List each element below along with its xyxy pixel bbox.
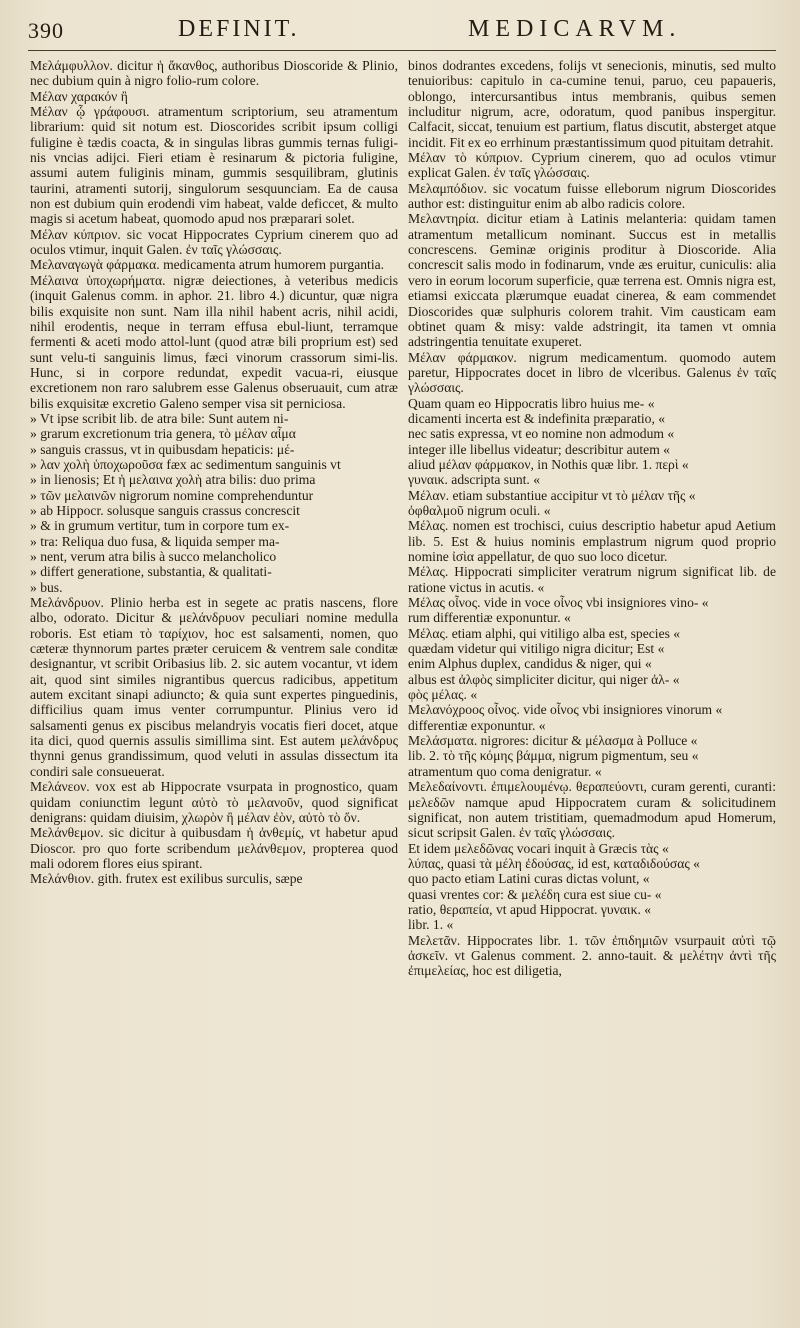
quoted-line: » & in grumum vertitur, tum in corpore tum ex-	[30, 518, 290, 534]
entry-melanagoga: Μελαναγωγὰ φάρμακα. medicamenta atrum humorem purgantia.	[30, 257, 385, 273]
running-header	[28, 14, 776, 50]
quoted-line: Μέλας. etiam alphi, qui vitiligo alba est, species «	[408, 625, 681, 641]
quoted-line: aliud μέλαν φάρμακον, in Nothis quæ libr. 1. περὶ «	[408, 456, 689, 472]
entry-melampodion: Μελαμπόδιον. sic vocatum fuisse elleborum nigrum Dioscorides author est: distinguitur enim ab albo radicis colore.	[408, 180, 776, 212]
entry-melan-kyprion: Μέλαν κύπριον. sic vocat Hippocrates Cyprium cinerem quo ad oculos vtimur, inquit Galen. ἐν ταῖς γλώσσαις.	[30, 226, 398, 258]
entry-melanthion-continued: binos dodrantes excedens, folijs vt senecionis, minutis, sed multo tenuioribus: capitulo in ca-cumine tenui, paruo, ceu papaueris, oblongo, intercursantibus intus membranis, quibus semen includitur nigrum, acre, odoratum, quod panibus inspergitur. Calfacit, siccat, tenuium est partium, flatus discutit, absterget atque incidit. Fit ex eo errhinum præstantissimum quod pituitam detrahit.	[408, 58, 776, 150]
quoted-line: Μέλας οἶνος. vide in voce οἶνος vbi insigniores vino- «	[408, 595, 709, 611]
right-column	[408, 58, 776, 1320]
quoted-line: » bus.	[30, 579, 63, 595]
entry-melas-veratrum: Μέλας. Hippocrati simpliciter veratrum nigrum significat lib. de ratione victus in acutis. «	[408, 564, 776, 595]
entry-melanteria: Μελαντηρία. dicitur etiam à Latinis melanteria: quidam tamen atramentum metallicum nominant. Succus est in metallis concrescens. Geminæ originis proditur à Dioscoride. Alia concrescit salis modo in fodinarum, vnde æs eruitur, cuniculis: alia vero in eorum locorum superficie, quæ terrena est. Omnis nigra est, etiamsi exiccata plærumque euadat cinerea, & eam commendet Dioscorides quæ sulphuris colorem trahit. Vim causticam eam obtinet quam & misy: valde adstringit, ita tamen vt omnia adstringentia tenuitate exuperet.	[408, 211, 776, 350]
quoted-line: » nent, verum atra bilis à succo melancholico	[30, 549, 277, 564]
entry-melan-pharmakon: Μέλαν φάρμακον. nigrum medicamentum. quomodo autem paretur, Hippocrates docet in libro de vlceribus. Galenus ἐν ταῖς γλώσσαις.	[408, 349, 776, 396]
quoted-line: enim Alphus duplex, candidus & niger, qui «	[408, 656, 652, 672]
quoted-line: albus est ἀλφὸς simpliciter dicitur, qui niger ἀλ- «	[408, 671, 680, 687]
header-rule	[28, 50, 776, 51]
quoted-line: » grarum excretionum tria genera, τὸ μέλαν αἷμα	[30, 426, 296, 442]
entry-melanthemon: Μελάνθεμον. sic dicitur à quibusdam ἡ ἀνθεμίς, vt habetur apud Dioscor. pro quo forte scribendum μελάνθεμον, propterea quod mali odorem flores eius spirant.	[30, 825, 398, 871]
entry-melan-atramentum: Μέλαν ᾧ γράφουσι. atramentum scriptorium, seu atramentum librarium: quid sit notum est. Dioscorides scribit ipsum colligi fuligine è tædis coacta, & in singulas libras gummis ternas fuligi-nis vncias adijci. Fieri etiam è resinarum & pictoria fuligine, assumi autem fuliginis minam, gummis sesquilibram, glutinis taurini, atramenti sutorij, singulorum sesquunciam. Ea de causa non est dubium quin erodendi vim habeat, valde deficcet, & multo magis si acetum habeat, quomodo apud nos præparari solet.	[30, 104, 398, 227]
entry-meletan: Μελετᾶν. Hippocrates libr. 1. τῶν ἐπιδημιῶν vsurpauit αὐτὶ τῷ ἀσκεῖν. vt Galenus comment. 2. anno-tauit. & μελέτην ἀντὶ τῆς ἐπιμελείας, hoc est diligetia,	[408, 932, 776, 979]
quoted-line: quo pacto etiam Latini curas dictas volunt, «	[408, 871, 650, 887]
quoted-line: λύπας, quasi τὰ μέλη ἐδούσας, id est, καταδιδούσας «	[408, 855, 700, 871]
quoted-line: » sanguis crassus, vt in quibusdam hepaticis: μέ-	[30, 441, 295, 457]
column-gutter	[398, 58, 406, 1318]
quoted-line: rum differentiæ exponuntur. «	[408, 610, 571, 626]
page-number: 390	[28, 18, 64, 43]
quoted-line: quasi vrentes cor: & μελέδη cura est siue cu- «	[408, 886, 662, 902]
left-column	[30, 58, 398, 1320]
quoted-line: φὸς μέλας. «	[408, 687, 478, 703]
quoted-line: ratio, θεραπεία, vt apud Hippocrat. γυναικ. «	[408, 901, 652, 917]
quoted-line: dicamenti incerta est & indefinita præparatio, «	[408, 410, 666, 426]
entry-melan-charakon: Μέλαν χαρακόν ἢ	[30, 88, 128, 104]
quoted-line: atramentum quo coma denigratur. «	[408, 763, 602, 779]
quoted-line: Μελάσματα. nigrores: dicitur & μέλασμα à Polluce «	[408, 733, 698, 749]
quoted-line: » Vt ipse scribit lib. de atra bile: Sunt autem ni-	[30, 410, 289, 426]
quoted-line: » τῶν μελαινῶν nigrorum nomine comprehenduntur	[30, 487, 314, 503]
entry-melanthion: Μελάνθιον. gith. frutex est exilibus surculis, sæpe	[30, 871, 303, 887]
quoted-line: Et idem μελεδῶνας vocari inquit à Græcis τὰς «	[408, 840, 669, 856]
entry-melas-trochiscus: Μέλας. nomen est trochisci, cuius descriptio habetur apud Aetium lib. 5. Est & huius nominis emplastrum nigrum quod proprio nomine ἰσὶα appellatur, de quo suo loco dicetur.	[408, 518, 776, 564]
entry-melaneon: Μελάνεον. vox est ab Hippocrate vsurpata in prognostico, quam quidam coniunctim legunt αὐτὸ τὸ μελανοῦν, quod significat denigrans: quidam diuisim, χλωρὸν ἢ μέλαν ἐὸν, αὐτὸ τὸ ὄν.	[30, 779, 398, 825]
entry-melaina-hypochoremata: Μέλαινα ὑποχωρήματα. nigræ deiectiones, à veteribus medicis (inquit Galenus comm. in aphor. 21. libro 4.) dicuntur, quæ nigra bilis exquisite non sunt. Nam illa nihil habent acris, nihil acidi, nihil erodentis, neque in terram effusa ebul-liunt, terramque fermenti & aceti modo attol-lunt (quod atræ bili proprium est) sed sunt velu-ti sanguinis limus, fæci vinorum crassorum simi-lis. Hunc, si in corpore redundat, expedit vacua-ri, eiusque excretionem non raro salubrem esse Galenus obseruauit, cum atræ bilis exquisitæ excretio Galeno semper visa sit perniciosa.	[30, 272, 398, 411]
quoted-line: » λαν χολὴ ὑποχωροῦσα fæx ac sedimentum sanguinis vt	[30, 456, 341, 472]
quoted-line: nec satis expressa, vt eo nomine non admodum «	[408, 426, 675, 442]
quoted-line: γυναικ. adscripta sunt. «	[408, 472, 541, 488]
quoted-line: lib. 2. τὸ τῆς κόμης βάμμα, nigrum pigmentum, seu «	[408, 748, 699, 764]
entry-melan-to-kyprion: Μέλαν τὸ κύπριον. Cyprium cinerem, quo ad oculos vtimur explicat Galen. ἐν ταῖς γλώσσαις.	[408, 150, 776, 181]
quoted-line: Μέλαν. etiam substantiue accipitur vt τὸ μέλαν τῆς «	[408, 487, 696, 503]
header-title-part2: MEDICARVM.	[468, 16, 682, 42]
header-title-part1: DEFINIT.	[178, 16, 300, 42]
quoted-line: ὀφθαλμοῦ nigrum oculi. «	[408, 502, 551, 518]
quoted-line: » in lienosis; Et ἡ μελαινα χολὴ atra bilis: duo prima	[30, 472, 316, 488]
quoted-line: » differt generatione, substantia, & qualitati-	[30, 564, 272, 580]
entry-meledainonti: Μελεδαίνοντι. ἐπιμελουμένῳ. θεραπεύοντι, curam gerenti, curanti: μελεδῶν namque apud Hippocratem curam & solicitudinem significat, non autem tristitiam, quemadmodum apud Homerum, sicut scripsit Galen. ἐν ταῖς γλώσσαις.	[408, 779, 776, 841]
quoted-line: Μελανόχροος οἶνος. vide οἶνος vbi insigniores vinorum «	[408, 702, 723, 718]
quoted-line: differentiæ exponuntur. «	[408, 717, 546, 733]
quoted-line: integer ille libellus videatur; describitur autem «	[408, 441, 670, 457]
quoted-line: Quam quam eo Hippocratis libro huius me- «	[408, 395, 655, 411]
quoted-line: » tra: Reliqua duo fusa, & liquida semper ma-	[30, 533, 280, 549]
entry-melandryon: Μελάνδρυον. Plinio herba est in segete ac pratis nascens, flore albo, odorato. Dicitur & μελάνδρυον peculiari nomine medulla roboris. Est etiam τὸ ταρίχιον, hoc est salsamenti, nomen, quo cæteræ thynnorum partes præter ceruicem & ventrem sale conditæ designantur, vt scribit Oribasius lib. 2. sic autem vocantur, vt idem ait, quod sint similes nigrantibus quercus radicibus, appetitum autem excitant sinapi adiuncto; & quia sunt expertes pinguedinis, difficilius quam imus venter corrumpuntur. Plinius vero id salsamenti genus ex piscibus melandryis vocatis fieri docet, atque ita dici, quod quernis assulis simillima sint. Est autem μελάνδρυς thynni genus grandissimum, quod veluti in assulas dissectum ita condiri sale consueuerat.	[30, 595, 398, 779]
entry-melamphyllon: Μελάμφυλλον. dicitur ἡ ἄκανθος, authoribus Dioscoride & Plinio, nec dubium quin à nigro folio-rum colore.	[30, 58, 398, 89]
quoted-line: quædam videtur qui vitiligo nigra dicitur; Est «	[408, 641, 665, 657]
quoted-line: libr. 1. «	[408, 917, 454, 933]
quoted-line: » ab Hippocr. solusque sanguis crassus concrescit	[30, 502, 300, 518]
